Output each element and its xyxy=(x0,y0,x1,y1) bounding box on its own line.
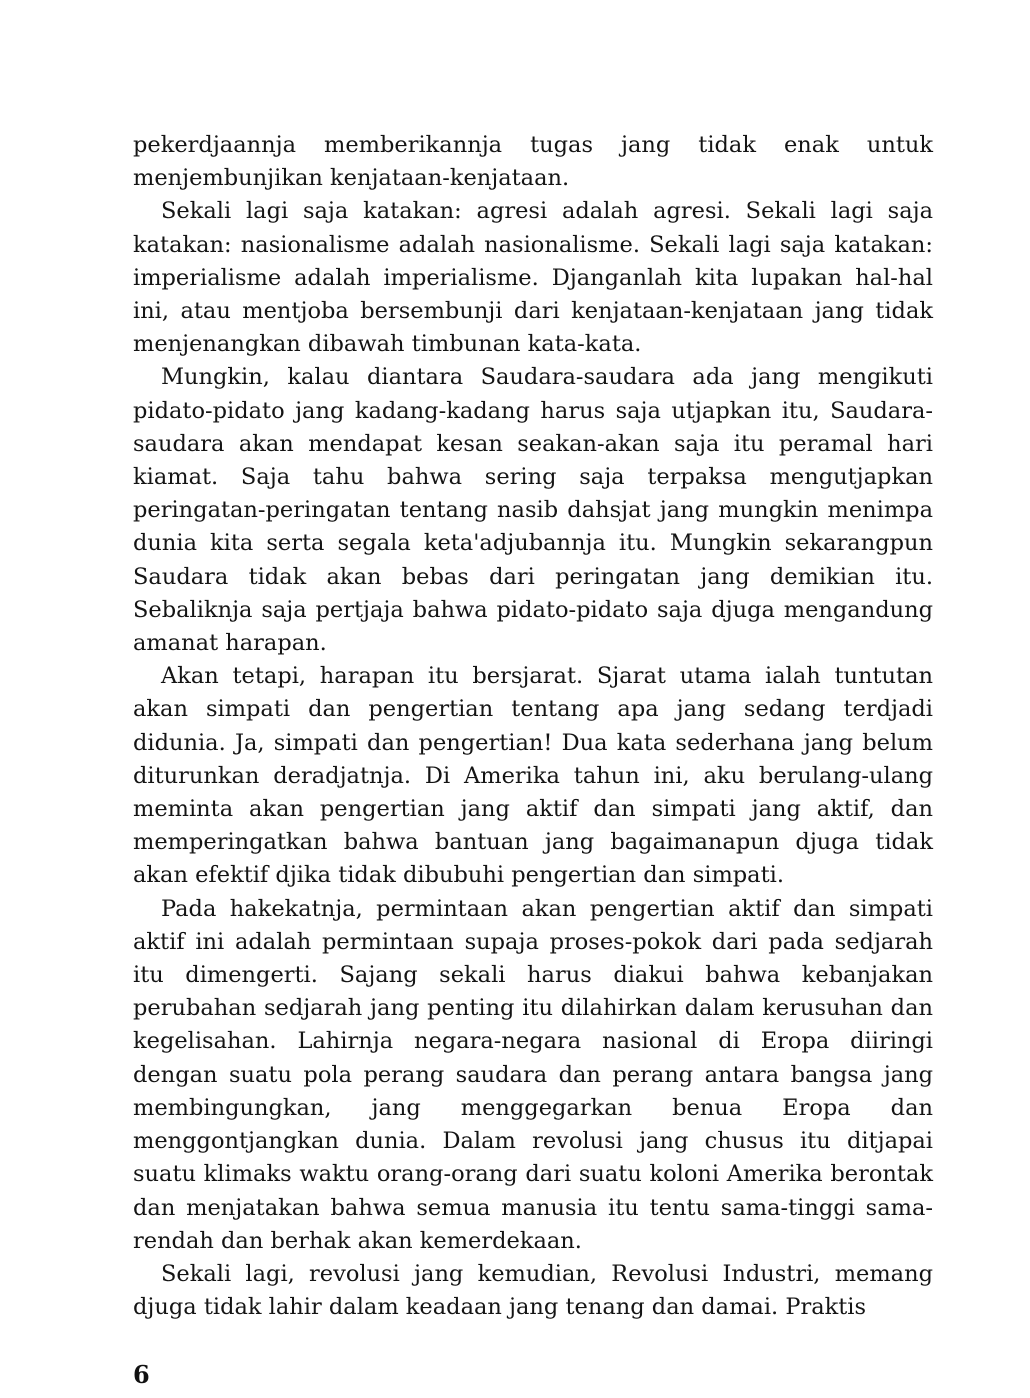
paragraph: Sekali lagi, revolusi jang kemudian, Revolusi Industri, memang djuga tidak lahir dalam keadaan jang tenang dan damai. Praktis xyxy=(133,1260,933,1321)
paragraph: Akan tetapi, harapan itu bersjarat. Sjarat utama ialah tuntutan akan simpati dan pengertian tentang apa jang sedang terdjadi didunia. Ja, simpati dan pengertian! Dua kata sederhana jang belum diturunkan deradjatnja. Di Amerika tahun ini, aku berulang-ulang meminta akan pengertian jang aktif dan simpati jang aktif, dan memperingatkan bahwa bantuan jang bagaimanapun djuga tidak akan efektif djika tidak dibubuhi pengertian dan simpati. xyxy=(133,663,933,889)
paragraph: Pada hakekatnja, permintaan akan pengertian aktif dan simpati aktif ini adalah permintaan supaja proses-pokok dari pada sedjarah itu dimengerti. Sajang sekali harus diakui bahwa kebanjakan perubahan sedjarah jang penting itu dilahirkan dalam kerusuhan dan kegelisahan. Lahirnja negara-negara nasional di Eropa diiringi dengan suatu pola perang saudara dan perang antara bangsa jang membingungkan, jang menggegarkan benua Eropa dan menggontjangkan dunia. Dalam revolusi jang chusus itu ditjapai suatu klimaks waktu orang-orang dari suatu koloni Amerika berontak dan menjatakan bahwa semua manusia itu tentu sama-tinggi sama-rendah dan berhak akan kemerdekaan. xyxy=(133,895,933,1254)
page-number: 6 xyxy=(133,1360,150,1389)
paragraph: Sekali lagi saja katakan: agresi adalah agresi. Sekali lagi saja katakan: nasionalisme adalah nasionalisme. Sekali lagi saja katakan: imperialisme adalah imperialisme. Djanganlah kita lupakan hal-hal ini, atau mentjoba bersembunji dari kenjataan-kenjataan jang tidak menjenangkan dibawah timbunan kata-kata. xyxy=(133,198,933,358)
paragraph-continued: pekerdjaannja memberikannja tugas jang tidak enak untuk menjembunjikan kenjataan-kenjataan. xyxy=(133,132,933,192)
body-text xyxy=(133,129,933,1324)
paragraph: Mungkin, kalau diantara Saudara-saudara ada jang mengikuti pidato-pidato jang kadang-kadang harus saja utjapkan itu, Saudara-saudara akan mendapat kesan seakan-akan saja itu peramal hari kiamat. Saja tahu bahwa sering saja terpaksa mengutjapkan peringatan-peringatan tentang nasib dahsjat jang mungkin menimpa dunia kita serta segala keta'adjubannja itu. Mungkin sekarangpun Saudara tidak akan bebas dari peringatan jang demikian itu. Sebaliknja saja pertjaja bahwa pidato-pidato saja djuga mengandung amanat harapan. xyxy=(133,364,933,657)
